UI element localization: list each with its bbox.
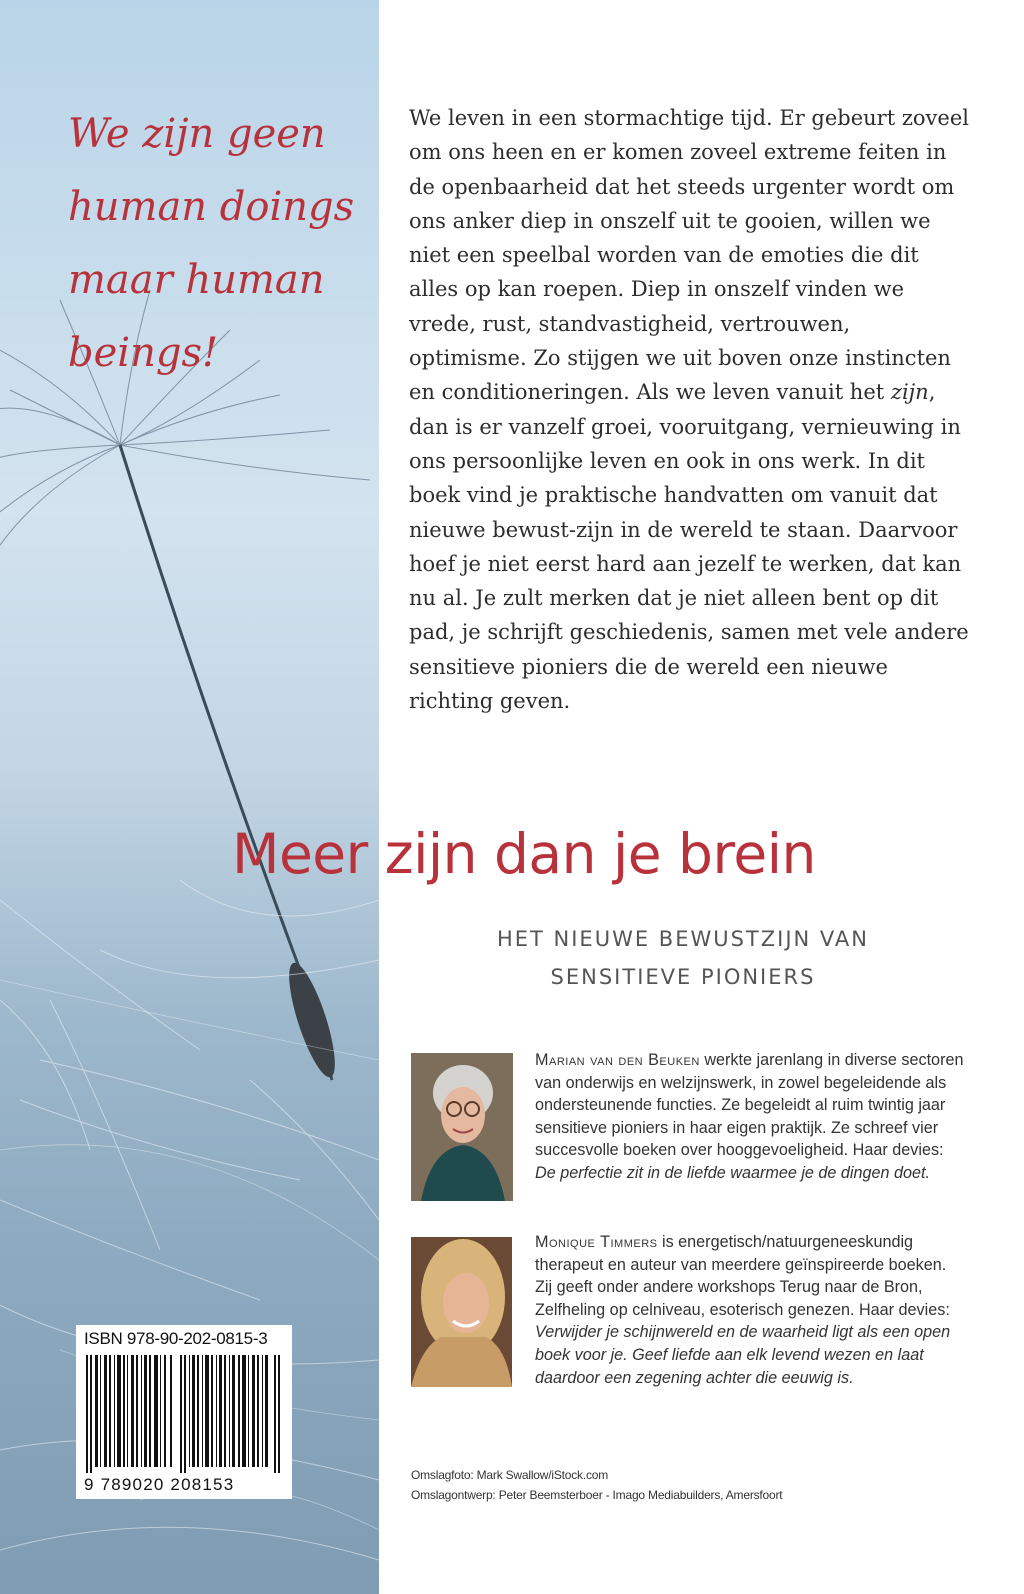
back-cover-blurb bbox=[409, 101, 969, 718]
isbn-barcode-box bbox=[76, 1325, 292, 1499]
author-photo-monique bbox=[411, 1237, 512, 1387]
author-motto: Verwijder je schijnwereld en de waarheid ligt als een open boek voor je. Geef liefde aan elk levend wezen en laat daardoor een zegening achter die eeuwig is. bbox=[535, 1323, 951, 1387]
author-bio-marian bbox=[535, 1049, 965, 1185]
author-name-marian: Marian van den Beuken bbox=[535, 1051, 700, 1069]
blurb-text-part2: , dan is er vanzelf groei, vooruitgang, vernieuwing in ons persoonlijke leven en ook in ons werk. In dit boek vind je praktische handvatten om vanuit dat nieuwe bewust-zijn in de wereld te staan. Daarvoor hoef je niet eerst hard aan jezelf te werken, dat kan nu al. Je zult merken dat je niet alleen bent op dit pad, je schrijft geschiedenis, samen met vele andere sensitieve pioniers die de wereld een nieuwe richting geven. bbox=[409, 380, 969, 714]
blurb-text-part1: We leven in een stormachtige tijd. Er gebeurt zoveel om ons heen en er komen zoveel extreme feiten in de openbaarheid dat het steeds urgenter wordt om ons anker diep in onszelf uit te gooien, willen we niet een speelbal worden van de emoties die dit alles op kan roepen. Diep in onszelf vinden we vrede, rust, standvastigheid, vertrouwen, optimisme. Zo stijgen we uit boven onze instincten en conditioneringen. Als we leven vanuit het bbox=[409, 106, 969, 405]
author-photo-marian bbox=[411, 1053, 513, 1201]
photo-credit: Omslagfoto: Mark Swallow/iStock.com bbox=[411, 1468, 609, 1482]
author-bio-text: is energetisch/natuurgeneeskundig therapeut en auteur van meerdere geïnspireerde boeken. Zij geeft onder andere workshops Terug naar de Bron, Zelfheling op celniveau, esoterisch genezen. Haar devies: bbox=[535, 1233, 950, 1319]
design-credit: Omslagontwerp: Peter Beemsterboer - Imago Mediabuilders, Amersfoort bbox=[411, 1488, 783, 1502]
tagline-quote: We zijn geen human doings maar human beings! bbox=[68, 111, 355, 376]
barcode-digits: 9 789020 208153 bbox=[84, 1475, 235, 1494]
author-motto: De perfectie zit in de liefde waarmee je de dingen doet. bbox=[535, 1163, 931, 1182]
subtitle-line-1: HET NIEUWE BEWUSTZIJN VAN bbox=[496, 927, 870, 951]
book-subtitle bbox=[418, 920, 948, 996]
barcode-icon bbox=[84, 1355, 284, 1473]
author-bio-text: werkte jarenlang in diverse sectoren van onderwijs en welzijnswerk, in zowel begeleidende als ondersteunende functies. Ze begeleidt al ruim twintig jaar sensitieve pioniers in haar eigen praktijk. Ze schreef vier succesvolle boeken over hooggevoeligheid. Haar devies: bbox=[535, 1051, 964, 1160]
author-bio-monique bbox=[535, 1231, 965, 1389]
book-title: Meer zijn dan je brein bbox=[232, 822, 816, 886]
isbn-label: ISBN 978-90-202-0815-3 bbox=[84, 1329, 268, 1348]
blurb-emphasis: zijn bbox=[890, 380, 929, 405]
subtitle-line-2: SENSITIEVE PIONIERS bbox=[550, 965, 816, 989]
author-name-monique: Monique Timmers bbox=[535, 1233, 658, 1251]
